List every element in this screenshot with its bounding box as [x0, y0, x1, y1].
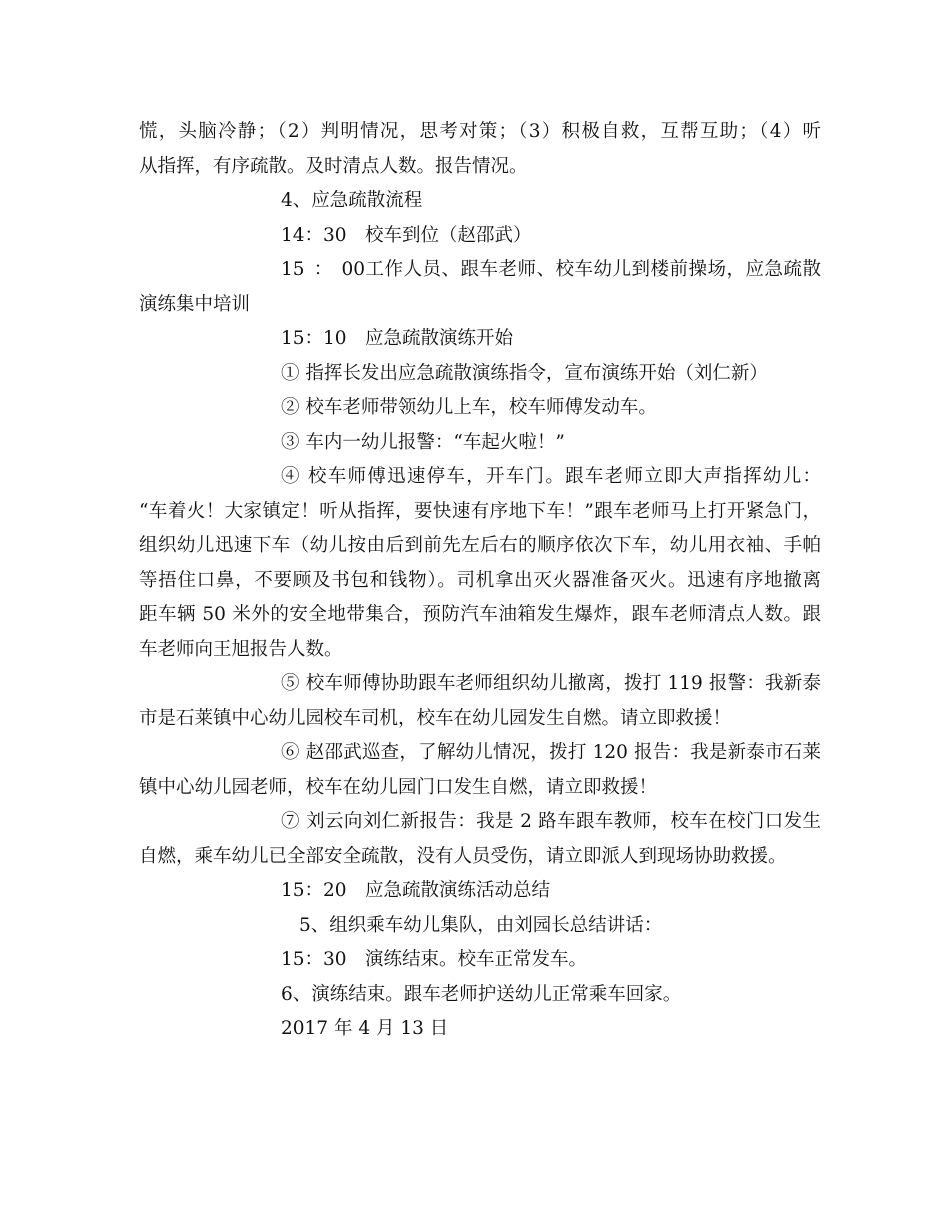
paragraph-line: 距车辆 50 米外的安全地带集合，预防汽车油箱发生爆炸，跟车老师清点人数。跟	[139, 604, 821, 625]
schedule-text: 校车到位（赵邵武）	[365, 224, 532, 246]
step-item: ③ 车内一幼儿报警：“车起火啦！”	[281, 431, 565, 453]
step-item: ⑥ 赵邵武巡查，了解幼儿情况，拨打 120 报告：我是新泰市石莱	[281, 742, 821, 763]
step-item: ① 指挥长发出应急疏散演练指令，宣布演练开始（刘仁新）	[281, 362, 768, 384]
schedule-item	[139, 253, 821, 288]
paragraph-line: 演练集中培训	[139, 293, 251, 315]
section-heading: 4、应急疏散流程	[281, 190, 423, 211]
paragraph-line: 镇中心幼儿园老师，校车在幼儿园门口发生自燃，请立即救援！	[139, 776, 658, 798]
schedule-text: 应急疏散演练活动总结	[365, 880, 551, 901]
schedule-text: 工作人员、跟车老师、校车幼儿到楼前操场，应急疏散	[365, 259, 821, 280]
paragraph-line: 组织幼儿迅速下车（幼儿按由后到前先左后右的顺序依次下车，幼儿用衣袖、手帕	[139, 535, 821, 556]
paragraph-line: 市是石莱镇中心幼儿园校车司机，校车在幼儿园发生自燃。请立即救援！	[139, 707, 732, 729]
step-item: ⑤ 校车师傅协助跟车老师组织幼儿撤离，拨打 119 报警：我新泰	[281, 673, 821, 694]
schedule-text: 演练结束。校车正常发车。	[365, 949, 588, 970]
step-item: ② 校车老师带领幼儿上车，校车师傅发动车。	[281, 397, 657, 418]
schedule-item	[139, 943, 821, 978]
step-item: ④ 校车师傅迅速停车，开车门。跟车老师立即大声指挥幼儿：	[281, 466, 821, 487]
paragraph-line: 车老师向王旭报告人数。	[139, 638, 343, 660]
paragraph-line: 慌，头脑冷静；（2）判明情况，思考对策；（3）积极自救，互帮互助；（4）听	[139, 121, 821, 142]
schedule-text: 应急疏散演练开始	[365, 328, 514, 349]
schedule-time: 15：10	[281, 328, 347, 349]
document-date: 2017 年 4 月 13 日	[281, 1018, 449, 1039]
paragraph-line: 自燃，乘车幼儿已全部安全疏散，没有人员受伤，请立即派人到现场协助救援。	[139, 845, 787, 867]
paragraph-line: 等捂住口鼻，不要顾及书包和钱物）。司机拿出灭火器准备灭火。迅速有序地撤离	[139, 569, 821, 591]
schedule-time: 15：30	[281, 949, 347, 970]
paragraph-line: “车着火！大家镇定！听从指挥，要快速有序地下车！”跟车老师马上打开紧急门，	[139, 500, 821, 522]
step-item: ⑦ 刘云向刘仁新报告：我是 2 路车跟车教师，校车在校门口发生	[281, 811, 821, 832]
schedule-time: 15：20	[281, 880, 347, 901]
schedule-item	[139, 874, 821, 909]
schedule-item	[139, 322, 821, 357]
section-heading: 6、演练结束。跟车老师护送幼儿正常乘车回家。	[281, 983, 682, 1005]
schedule-time: 15：00	[281, 259, 365, 280]
document-body	[139, 115, 821, 1047]
schedule-item	[139, 219, 821, 254]
schedule-time: 14：30	[281, 224, 347, 246]
paragraph-line: 从指挥，有序疏散。及时清点人数。报告情况。	[139, 155, 528, 177]
section-heading: 5、组织乘车幼儿集队，由刘园长总结讲话：	[299, 914, 663, 936]
